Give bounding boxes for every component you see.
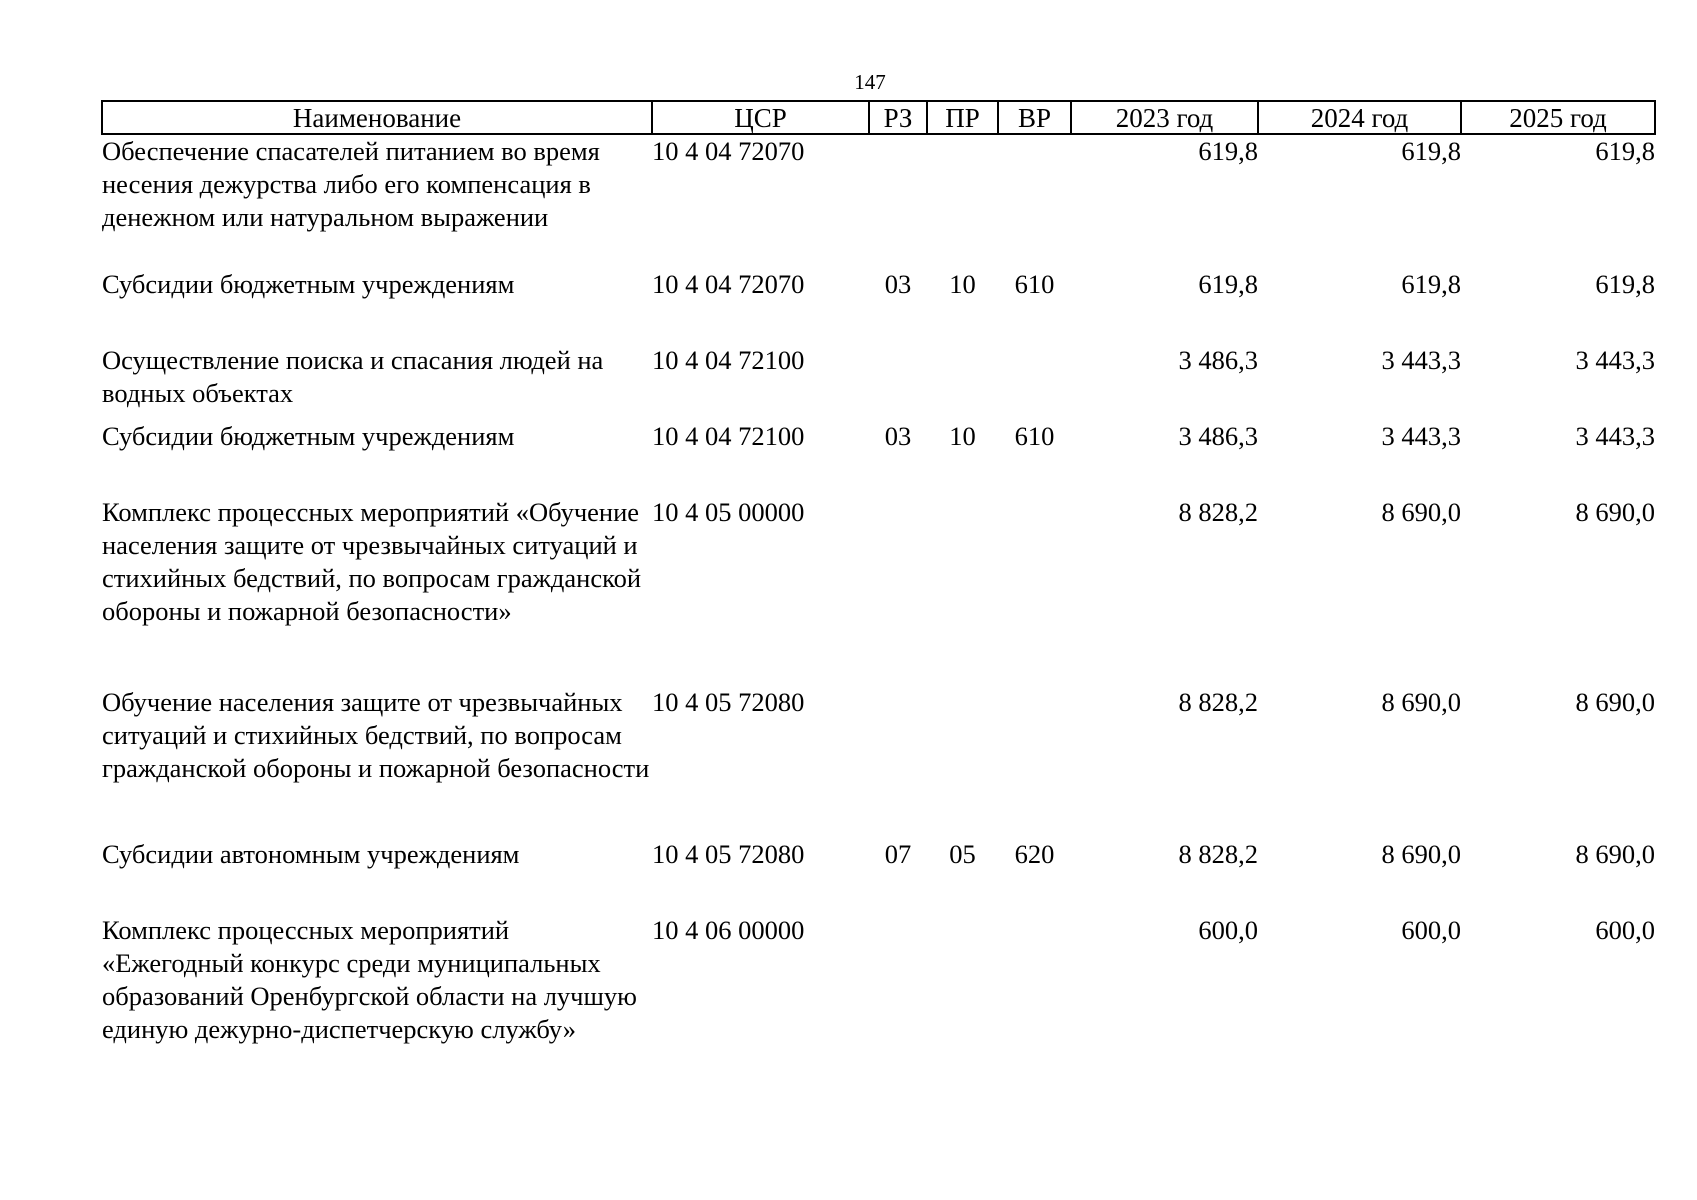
row-vr bbox=[998, 344, 1071, 420]
row-2023: 600,0 bbox=[1198, 915, 1258, 945]
row-vr: 620 bbox=[1014, 839, 1055, 869]
row-rz bbox=[869, 686, 927, 838]
header-2025: 2025 год bbox=[1461, 101, 1655, 134]
row-name: Комплекс процессных мероприятий «Обучение населения защите от чрезвычайных ситуаций и стихийных бедствий, по вопросам гражданской обороны и пожарной безопасности» bbox=[102, 497, 642, 626]
header-2023: 2023 год bbox=[1071, 101, 1258, 134]
row-vr: 610 bbox=[1014, 269, 1055, 299]
row-vr bbox=[998, 914, 1071, 1084]
table-row bbox=[102, 496, 1655, 686]
row-csr: 10 4 05 72080 bbox=[652, 839, 805, 869]
row-rz: 07 bbox=[884, 839, 912, 869]
row-2024: 619,8 bbox=[1401, 269, 1461, 299]
row-2025: 8 690,0 bbox=[1575, 839, 1655, 869]
row-2024: 8 690,0 bbox=[1381, 839, 1461, 869]
row-rz: 03 bbox=[884, 421, 912, 451]
row-2023: 8 828,2 bbox=[1178, 497, 1258, 527]
row-2025: 8 690,0 bbox=[1575, 497, 1655, 527]
header-name: Наименование bbox=[102, 101, 652, 134]
row-name: Субсидии бюджетным учреждениям bbox=[102, 269, 515, 299]
row-2025: 3 443,3 bbox=[1575, 345, 1655, 375]
row-csr: 10 4 04 72100 bbox=[652, 421, 805, 451]
row-pr: 10 bbox=[949, 421, 976, 451]
row-pr bbox=[927, 496, 998, 686]
header-pr: ПР bbox=[927, 101, 998, 134]
row-rz bbox=[869, 914, 927, 1084]
page-number: 147 bbox=[854, 70, 886, 94]
row-name: Комплекс процессных мероприятий «Ежегодный конкурс среди муниципальных образований Оренбургской области на лучшую единую дежурно-диспетчерскую службу» bbox=[102, 915, 637, 1044]
row-pr bbox=[927, 344, 998, 420]
row-pr bbox=[927, 134, 998, 268]
header-csr: ЦСР bbox=[652, 101, 869, 134]
row-2025: 8 690,0 bbox=[1575, 687, 1655, 717]
row-2025: 600,0 bbox=[1595, 915, 1655, 945]
row-csr: 10 4 04 72100 bbox=[652, 345, 805, 375]
row-pr bbox=[927, 686, 998, 838]
row-vr: 610 bbox=[1014, 421, 1055, 451]
table-row bbox=[102, 420, 1655, 496]
header-2024: 2024 год bbox=[1258, 101, 1461, 134]
row-vr bbox=[998, 496, 1071, 686]
table-row bbox=[102, 686, 1655, 838]
row-vr bbox=[998, 686, 1071, 838]
row-2023: 3 486,3 bbox=[1178, 345, 1258, 375]
row-csr: 10 4 05 72080 bbox=[652, 687, 805, 717]
row-2024: 619,8 bbox=[1401, 136, 1461, 166]
budget-table bbox=[101, 100, 1656, 1084]
row-vr bbox=[998, 134, 1071, 268]
row-2024: 3 443,3 bbox=[1381, 345, 1461, 375]
row-name: Обеспечение спасателей питанием во время несения дежурства либо его компенсация в денежном или натуральном выражении bbox=[102, 136, 600, 232]
row-pr: 05 bbox=[949, 839, 976, 869]
row-name: Обучение населения защите от чрезвычайных ситуаций и стихийных бедствий, по вопросам гражданской обороны и пожарной безопасности bbox=[102, 687, 650, 783]
row-2024: 8 690,0 bbox=[1381, 497, 1461, 527]
table-row bbox=[102, 268, 1655, 344]
table-row bbox=[102, 838, 1655, 914]
row-pr bbox=[927, 914, 998, 1084]
row-name: Субсидии автономным учреждениям bbox=[102, 839, 520, 869]
row-name: Субсидии бюджетным учреждениям bbox=[102, 421, 515, 451]
row-2023: 619,8 bbox=[1198, 269, 1258, 299]
row-name: Осуществление поиска и спасания людей на водных объектах bbox=[102, 345, 604, 408]
row-2023: 8 828,2 bbox=[1178, 687, 1258, 717]
row-2023: 619,8 bbox=[1198, 136, 1258, 166]
table-row bbox=[102, 344, 1655, 420]
row-2025: 619,8 bbox=[1595, 269, 1655, 299]
row-2024: 600,0 bbox=[1401, 915, 1461, 945]
row-2025: 619,8 bbox=[1595, 136, 1655, 166]
table-header bbox=[102, 101, 1655, 134]
row-2023: 3 486,3 bbox=[1178, 421, 1258, 451]
row-rz bbox=[869, 134, 927, 268]
row-2025: 3 443,3 bbox=[1575, 421, 1655, 451]
row-rz bbox=[869, 496, 927, 686]
header-row bbox=[102, 101, 1655, 134]
header-vr: ВР bbox=[998, 101, 1071, 134]
row-2024: 8 690,0 bbox=[1381, 687, 1461, 717]
row-2023: 8 828,2 bbox=[1178, 839, 1258, 869]
row-rz bbox=[869, 344, 927, 420]
row-rz: 03 bbox=[884, 269, 912, 299]
row-2024: 3 443,3 bbox=[1381, 421, 1461, 451]
row-csr: 10 4 04 72070 bbox=[652, 269, 805, 299]
row-pr: 10 bbox=[949, 269, 976, 299]
header-rz: РЗ bbox=[869, 101, 927, 134]
row-csr: 10 4 05 00000 bbox=[652, 497, 805, 527]
table-row bbox=[102, 134, 1655, 268]
table-row bbox=[102, 914, 1655, 1084]
row-csr: 10 4 06 00000 bbox=[652, 915, 805, 945]
row-csr: 10 4 04 72070 bbox=[652, 136, 805, 166]
